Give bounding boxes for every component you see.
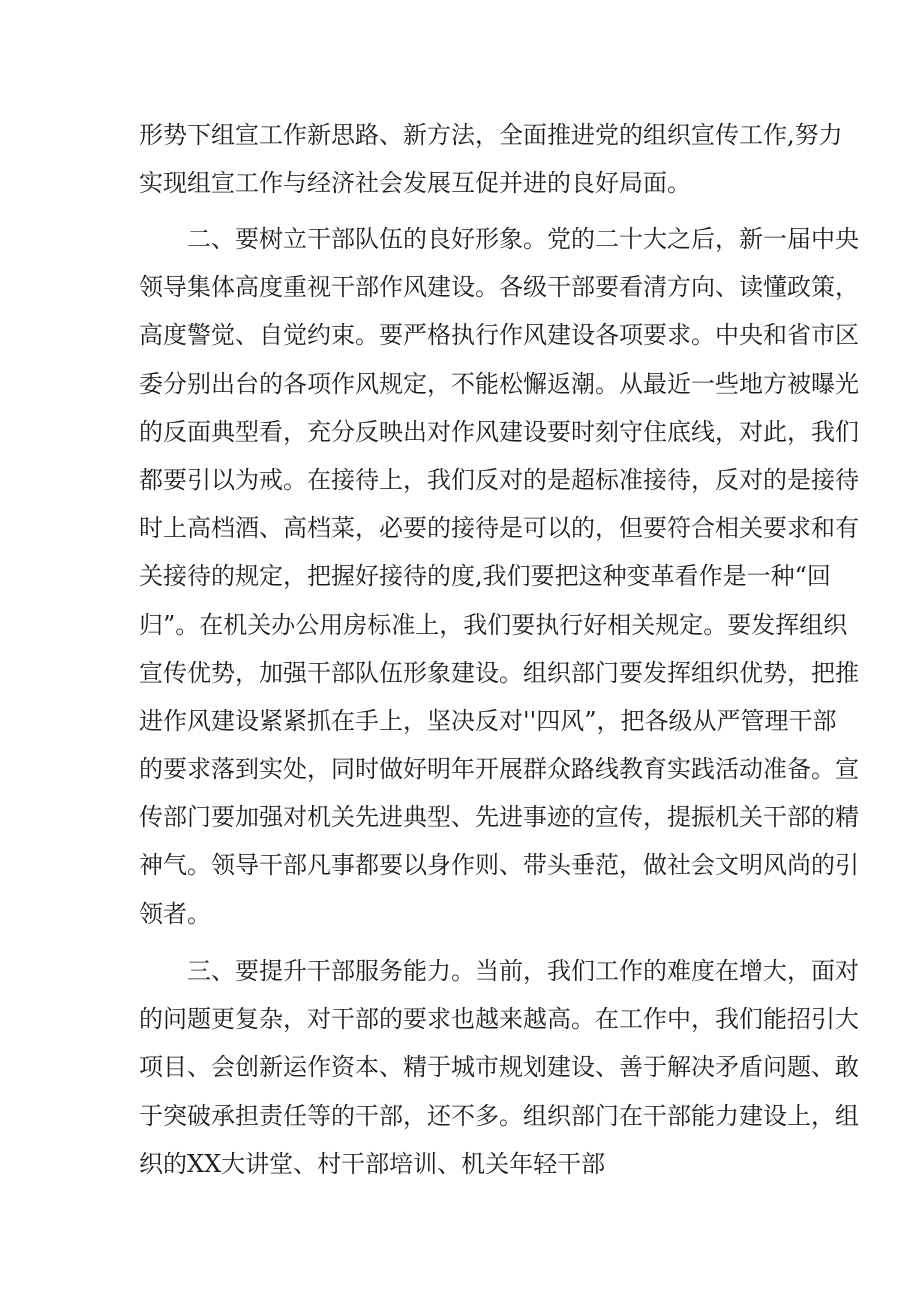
paragraph-2 — [139, 215, 859, 938]
text-line: 传部门要加强对机关先进典型、先进事迹的宣传，提振机关干部的精 — [139, 803, 859, 832]
text-line: 高度警觉、自觉约束。要严格执行作风建设各项要求。中央和省市区 — [139, 321, 859, 350]
text-line: 委分别出台的各项作风规定，不能松懈返潮。从最近一些地方被曝光 — [139, 369, 859, 398]
text-line: 的问题更复杂，对干部的要求也越来越高。在工作中，我们能招引大 — [139, 1005, 859, 1034]
text-line: 关接待的规定，把握好接待的度,我们要把这种变革看作是一种“回 — [139, 562, 831, 591]
text-line: 三、要提升干部服务能力。当前，我们工作的难度在增大，面对 — [187, 957, 859, 985]
text-line: 领者。 — [139, 899, 211, 928]
text-line: 神气。领导干部凡事都要以身作则、带头垂范，做社会文明风尚的引 — [139, 851, 859, 880]
text-line: 时上高档酒、高档菜，必要的接待是可以的，但要符合相关要求和有 — [139, 514, 859, 543]
text-line: 织的XX大讲堂、村干部培训、机关年轻干部 — [139, 1149, 606, 1178]
paragraph-3 — [139, 947, 859, 1188]
text-line: 实现组宣工作与经济社会发展互促并进的良好局面。 — [139, 169, 691, 198]
text-line: 都要引以为戒。在接待上，我们反对的是超标准接待，反对的是接待 — [139, 465, 859, 494]
text-line: 于突破承担责任等的干部，还不多。组织部门在干部能力建设上，组 — [139, 1101, 859, 1130]
text-line: 进作风建设紧紧抓在手上，坚决反对''四风”，把各级从严管理干部 — [139, 706, 837, 735]
paragraph-1 — [139, 111, 843, 207]
text-line: 领导集体高度重视干部作风建设。各级干部要看清方向、读懂政策， — [139, 273, 859, 302]
text-line: 二、要树立干部队伍的良好形象。党的二十大之后，新一届中央 — [187, 225, 859, 253]
text-line: 宣传优势，加强干部队伍形象建设。组织部门要发挥组织优势，把推 — [139, 658, 859, 687]
text-line: 的要求落到实处，同时做好明年开展群众路线教育实践活动准备。宣 — [139, 755, 859, 784]
text-line: 归”。在机关办公用房标准上，我们要执行好相关规定。要发挥组织 — [139, 610, 848, 639]
text-line: 形势下组宣工作新思路、新方法，全面推进党的组织宣传工作,努力 — [139, 121, 843, 149]
text-line: 项目、会创新运作资本、精于城市规划建设、善于解决矛盾问题、敢 — [139, 1053, 859, 1082]
text-line: 的反面典型看，充分反映出对作风建设要时刻守住底线，对此，我们 — [139, 417, 859, 446]
